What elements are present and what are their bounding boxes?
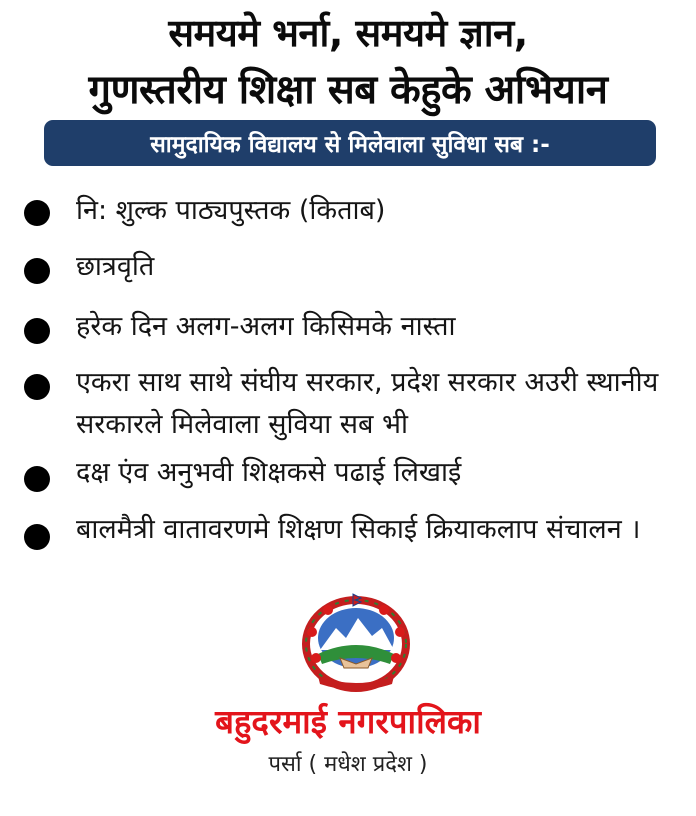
bullet-icon [24, 374, 50, 400]
nepal-government-emblem-icon [298, 592, 414, 692]
bullet-icon [24, 524, 50, 550]
list-item-text: दक्ष एंव अनुभवी शिक्षकसे पढाई लिखाई [76, 457, 462, 488]
bullet-icon [24, 258, 50, 284]
bullet-icon [24, 466, 50, 492]
banner-text: सामुदायिक विद्यालय से मिलेवाला सुविधा सब :- [150, 132, 550, 158]
headline-line-2: गुणस्तरीय शिक्षा सब केहुके अभियान [88, 67, 608, 113]
list-item-text: हरेक दिन अलग-अलग किसिमके नास्ता [76, 311, 456, 342]
bullet-icon [24, 200, 50, 226]
headline-line-1: समयमे भर्ना, समयमे ज्ञान, [168, 11, 528, 55]
list-item-text: बालमैत्री वातावरणमे शिक्षण सिकाई क्रियाकलाप संचालन । [76, 514, 641, 545]
bullet-icon [24, 318, 50, 344]
organization-name: बहुदरमाई नगरपालिका [215, 702, 481, 741]
list-item-text: एकरा साथ साथे संघीय सरकार, प्रदेश सरकार अउरी स्थानीय सरकारले मिलेवाला सुविया सब भी [76, 367, 659, 440]
facilities-banner [44, 120, 656, 166]
organization-location: पर्सा ( मधेश प्रदेश ) [268, 752, 428, 777]
list-item-text: नि: शुल्क पाठ्यपुस्तक (किताब) [76, 195, 386, 226]
list-item-text: छात्रवृति [76, 251, 155, 282]
